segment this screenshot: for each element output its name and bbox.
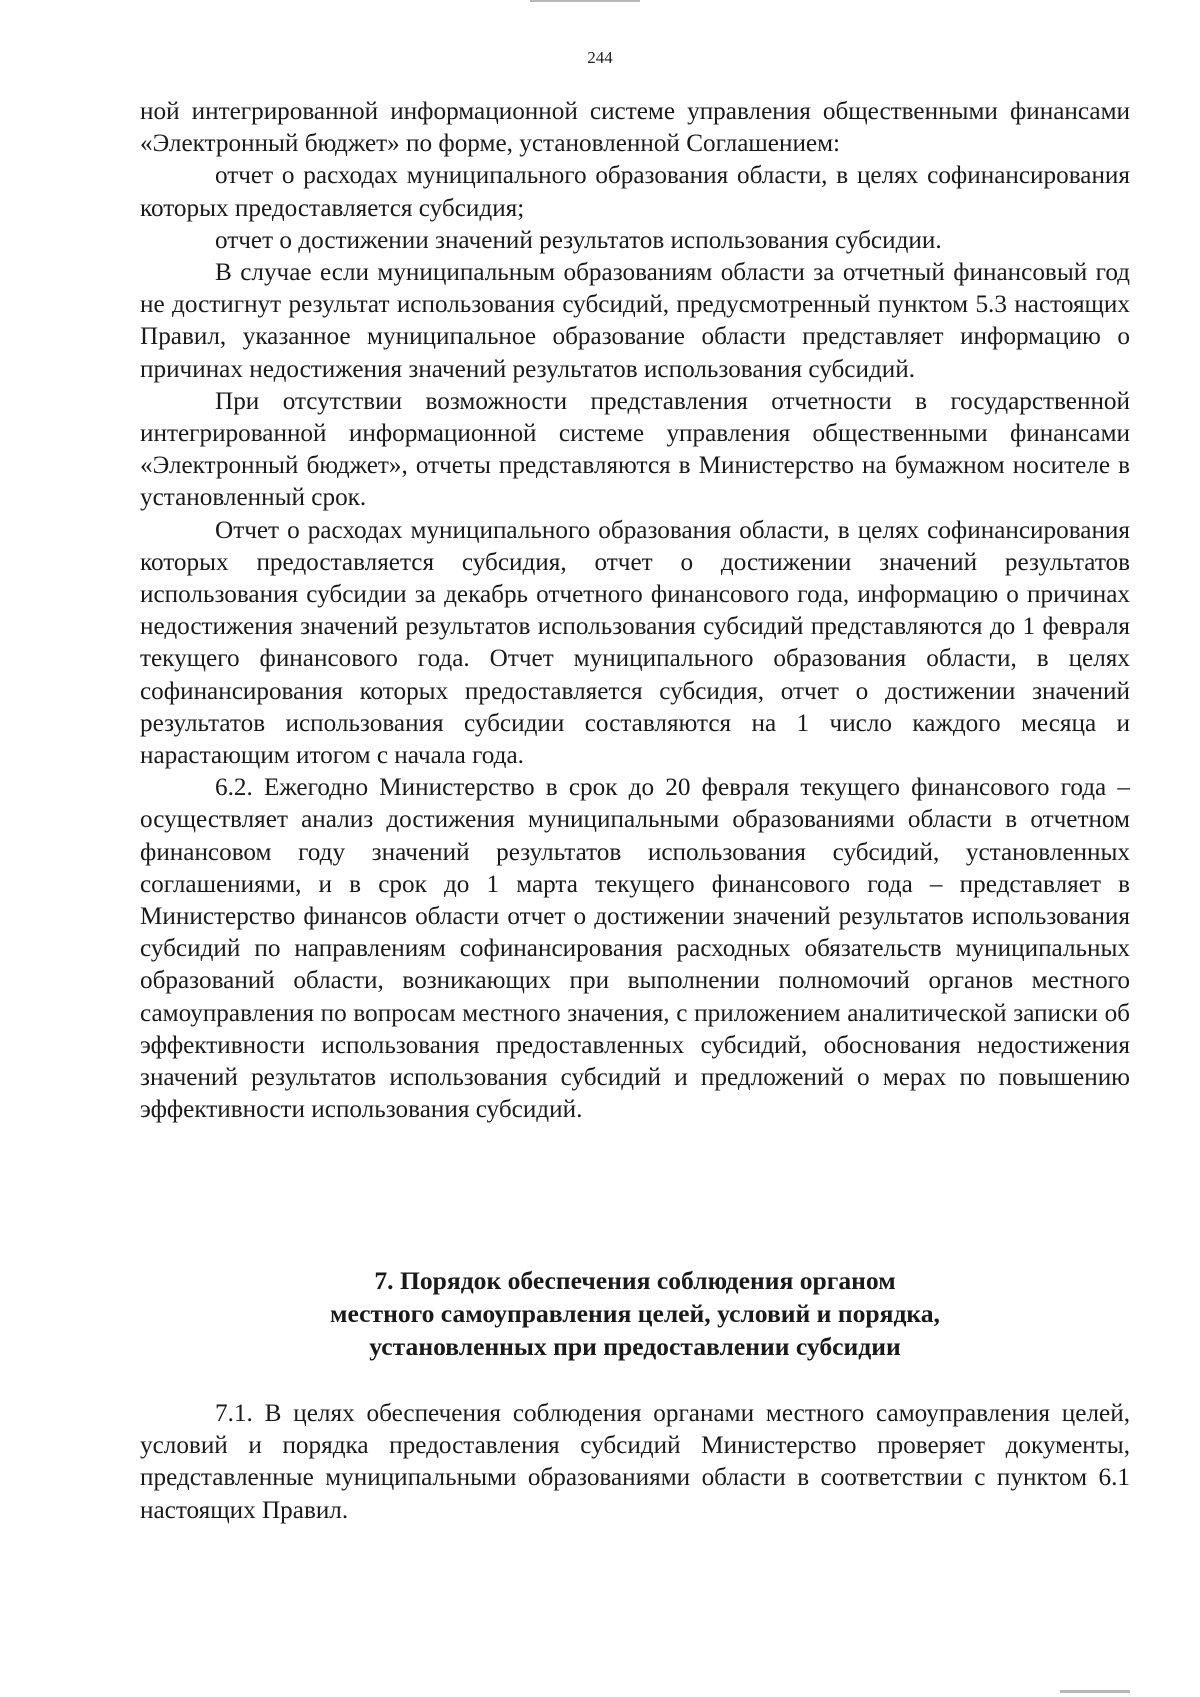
- main-text: [140, 96, 1130, 1127]
- paragraph: 7.1. В целях обеспечения соблюдения органами местного самоуправления целей, условий и порядка предоставления субсидий Министерство проверяет документы, представленные муниципальными образованиями области в соответствии с пунктом 6.1 настоящих Правил.: [140, 1400, 1130, 1524]
- scan-artifact-top: [530, 0, 640, 2]
- section-heading-line: местного самоуправления целей, условий и порядка,: [330, 1299, 940, 1328]
- page-number: 244: [587, 48, 613, 67]
- section-heading: [140, 1264, 1130, 1363]
- section-text: [140, 1398, 1130, 1527]
- paragraph: В случае если муниципальным образованиям области за отчетный финансовый год не достигнут результат использования субсидий, предусмотренный пунктом 5.3 настоящих Правил, указанное муниципальное образование области представляет информацию о причинах недостижения значений результатов использования субсидий.: [140, 259, 1130, 383]
- paragraph: ной интегрированной информационной системе управления общественными финансами «Электронный бюджет» по форме, установленной Соглашением:: [140, 98, 1130, 158]
- section-heading-line: установленных при предоставлении субсидии: [369, 1332, 901, 1361]
- paragraph: отчет о достижении значений результатов использования субсидии.: [215, 226, 942, 254]
- section-heading-line: 7. Порядок обеспечения соблюдения органом: [374, 1266, 896, 1295]
- paragraph: 6.2. Ежегодно Министерство в срок до 20 февраля текущего финансового года – осуществляет анализ достижения муниципальными образованиями области в отчетном финансовом году значений результатов использования субсидий, установленных соглашениями, и в срок до 1 марта текущего финансового года – представляет в Министерство финансов области отчет о достижении значений результатов использования субсидий по направлениям софинансирования расходных обязательств муниципальных образований области, возникающих при выполнении полномочий органов местного самоуправления по вопросам местного значения, с приложением аналитической записки об эффективности использования предоставленных субсидий, обоснования недостижения значений результатов использования субсидий и предложений о мерах по повышению эффективности использования субсидий.: [140, 774, 1130, 1124]
- paragraph: При отсутствии возможности представления отчетности в государственной интегрированной информационной системе управления общественными финансами «Электронный бюджет», отчеты представляются в Министерство на бумажном носителе в установленный срок.: [140, 387, 1130, 512]
- paragraph: Отчет о расходах муниципального образования области, в целях софинансирования которых предоставляется субсидия, отчет о достижении значений результатов использования субсидии за декабрь отчетного финансового года, информацию о причинах недостижения значений результатов использования субсидий представляются до 1 февраля текущего финансового года. Отчет муниципального образования области, в целях софинансирования которых предоставляется субсидия, отчет о достижении значений результатов использования субсидии составляются на 1 число каждого месяца и нарастающим итогом с начала года.: [140, 516, 1130, 770]
- scan-artifact-bottom: [1060, 1690, 1130, 1693]
- paragraph: отчет о расходах муниципального образования области, в целях софинансирования которых предоставляется субсидия;: [140, 162, 1130, 222]
